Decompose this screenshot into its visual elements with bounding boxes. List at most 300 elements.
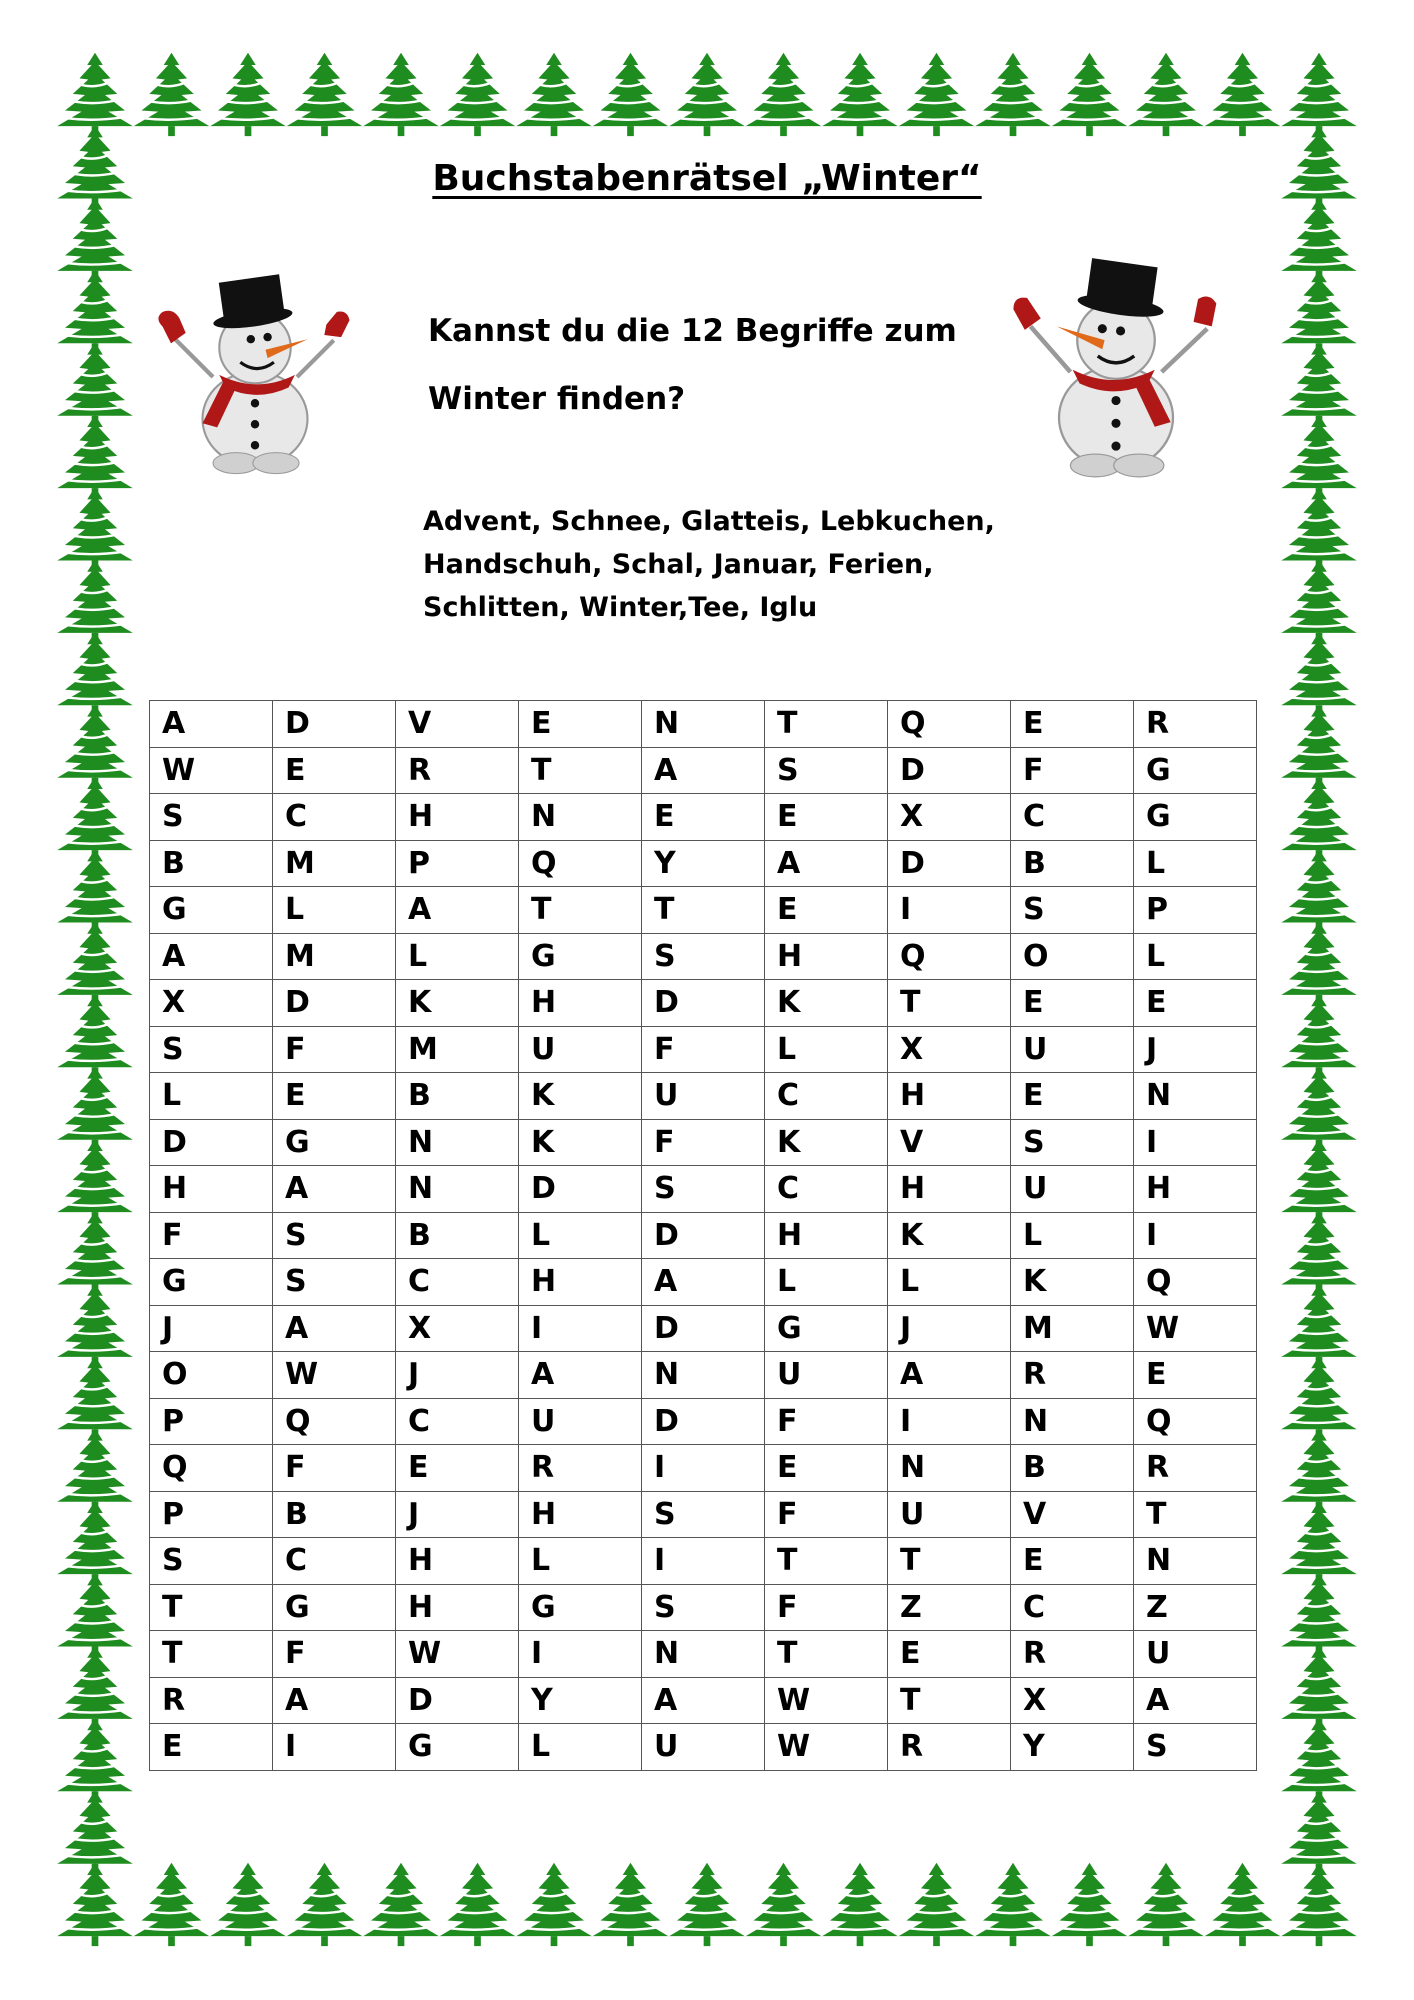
grid-cell: W [1134, 1305, 1257, 1352]
christmas-tree-icon [210, 1863, 286, 1946]
grid-cell: G [765, 1305, 888, 1352]
grid-cell: U [765, 1352, 888, 1399]
grid-cell: T [765, 1538, 888, 1585]
grid-cell: E [1011, 1538, 1134, 1585]
grid-cell: N [642, 701, 765, 748]
christmas-tree-icon [1281, 922, 1357, 1005]
christmas-tree-icon [1281, 1211, 1357, 1294]
christmas-tree-icon [975, 1863, 1051, 1946]
grid-cell: G [1134, 747, 1257, 794]
grid-cell: U [519, 1026, 642, 1073]
word-list-line: Schlitten, Winter,Tee, Iglu [423, 592, 818, 623]
christmas-tree-icon [1281, 342, 1357, 425]
christmas-tree-icon [57, 1646, 133, 1729]
grid-cell: V [396, 701, 519, 748]
grid-cell: H [519, 1259, 642, 1306]
snowman-icon [998, 258, 1234, 486]
grid-cell: D [642, 1305, 765, 1352]
grid-row [150, 794, 1257, 841]
grid-cell: Q [1134, 1398, 1257, 1445]
grid-cell: C [273, 1538, 396, 1585]
grid-cell: H [396, 1538, 519, 1585]
grid-cell: T [765, 1631, 888, 1678]
christmas-tree-icon [57, 1790, 133, 1873]
grid-cell: L [1134, 933, 1257, 980]
grid-cell: K [765, 980, 888, 1027]
grid-cell: B [396, 1073, 519, 1120]
christmas-tree-icon [669, 53, 745, 136]
christmas-tree-icon [1205, 1863, 1281, 1946]
grid-row [150, 747, 1257, 794]
grid-cell: I [1134, 1212, 1257, 1259]
grid-cell: E [1011, 1073, 1134, 1120]
grid-cell: P [396, 840, 519, 887]
grid-cell: J [396, 1352, 519, 1399]
grid-cell: R [1011, 1631, 1134, 1678]
grid-cell: A [642, 1677, 765, 1724]
question-line-2: Winter finden? [428, 381, 686, 417]
grid-cell: B [150, 840, 273, 887]
christmas-tree-icon [57, 1066, 133, 1149]
grid-cell: E [150, 1724, 273, 1771]
christmas-tree-icon [57, 1501, 133, 1584]
grid-cell: N [396, 1119, 519, 1166]
christmas-tree-icon [1281, 1501, 1357, 1584]
christmas-tree-icon [669, 1863, 745, 1946]
question-line-1: Kannst du die 12 Begriffe zum [428, 313, 957, 349]
grid-cell: L [1011, 1212, 1134, 1259]
grid-cell: Z [888, 1584, 1011, 1631]
grid-cell: G [150, 1259, 273, 1306]
grid-cell: T [888, 980, 1011, 1027]
christmas-tree-icon [57, 1284, 133, 1367]
grid-cell: U [642, 1073, 765, 1120]
grid-cell: H [765, 933, 888, 980]
grid-cell: R [888, 1724, 1011, 1771]
grid-cell: A [888, 1352, 1011, 1399]
grid-cell: C [765, 1073, 888, 1120]
grid-row [150, 1491, 1257, 1538]
christmas-tree-icon [899, 1863, 975, 1946]
grid-cell: U [642, 1724, 765, 1771]
christmas-tree-icon [1281, 487, 1357, 570]
christmas-tree-icon [287, 53, 363, 136]
christmas-tree-icon [593, 53, 669, 136]
christmas-tree-icon [57, 53, 133, 136]
christmas-tree-icon [57, 1211, 133, 1294]
christmas-tree-icon [57, 994, 133, 1077]
grid-cell: A [273, 1677, 396, 1724]
grid-cell: A [642, 1259, 765, 1306]
grid-row [150, 980, 1257, 1027]
grid-cell: S [1134, 1724, 1257, 1771]
grid-cell: K [888, 1212, 1011, 1259]
grid-cell: N [1134, 1073, 1257, 1120]
grid-row [150, 1119, 1257, 1166]
grid-cell: P [1134, 887, 1257, 934]
grid-cell: C [396, 1398, 519, 1445]
christmas-tree-icon [57, 270, 133, 353]
christmas-tree-icon [57, 487, 133, 570]
christmas-tree-icon [57, 342, 133, 425]
grid-cell: F [273, 1445, 396, 1492]
grid-cell: L [150, 1073, 273, 1120]
christmas-tree-icon [746, 1863, 822, 1946]
grid-cell: D [519, 1166, 642, 1213]
grid-cell: Q [888, 933, 1011, 980]
grid-cell: G [150, 887, 273, 934]
grid-cell: Q [150, 1445, 273, 1492]
christmas-tree-icon [1281, 1284, 1357, 1367]
grid-cell: C [1011, 1584, 1134, 1631]
christmas-tree-icon [57, 849, 133, 932]
christmas-tree-icon [1281, 777, 1357, 860]
christmas-tree-icon [1281, 415, 1357, 498]
grid-cell: G [273, 1119, 396, 1166]
grid-cell: I [888, 1398, 1011, 1445]
christmas-tree-icon [1281, 1863, 1357, 1946]
grid-cell: T [150, 1631, 273, 1678]
christmas-tree-icon [57, 922, 133, 1005]
grid-row [150, 1073, 1257, 1120]
grid-cell: U [888, 1491, 1011, 1538]
grid-cell: V [888, 1119, 1011, 1166]
grid-cell: G [396, 1724, 519, 1771]
christmas-tree-icon [1281, 849, 1357, 932]
grid-cell: E [888, 1631, 1011, 1678]
grid-cell: H [1134, 1166, 1257, 1213]
grid-cell: L [519, 1538, 642, 1585]
grid-row [150, 1352, 1257, 1399]
grid-cell: N [519, 794, 642, 841]
grid-cell: W [765, 1724, 888, 1771]
grid-cell: U [519, 1398, 642, 1445]
grid-cell: I [519, 1305, 642, 1352]
christmas-tree-icon [975, 53, 1051, 136]
grid-cell: E [1011, 701, 1134, 748]
grid-cell: U [1134, 1631, 1257, 1678]
grid-cell: R [1134, 701, 1257, 748]
grid-cell: B [1011, 1445, 1134, 1492]
grid-cell: D [642, 1398, 765, 1445]
grid-cell: F [765, 1584, 888, 1631]
grid-row [150, 887, 1257, 934]
grid-cell: C [396, 1259, 519, 1306]
grid-row [150, 933, 1257, 980]
grid-cell: S [765, 747, 888, 794]
grid-row [150, 1584, 1257, 1631]
grid-cell: E [765, 1445, 888, 1492]
grid-cell: L [273, 887, 396, 934]
grid-row [150, 1305, 1257, 1352]
christmas-tree-icon [57, 560, 133, 643]
grid-cell: S [150, 1026, 273, 1073]
grid-cell: J [150, 1305, 273, 1352]
grid-cell: H [519, 1491, 642, 1538]
christmas-tree-icon [287, 1863, 363, 1946]
grid-cell: R [519, 1445, 642, 1492]
grid-cell: N [642, 1352, 765, 1399]
page-title: Buchstabenrätsel „Winter“ [432, 158, 982, 199]
christmas-tree-icon [363, 53, 439, 136]
grid-cell: A [273, 1166, 396, 1213]
christmas-tree-icon [1281, 1139, 1357, 1222]
grid-cell: I [273, 1724, 396, 1771]
christmas-tree-icon [1281, 560, 1357, 643]
grid-cell: Q [1134, 1259, 1257, 1306]
grid-cell: Z [1134, 1584, 1257, 1631]
christmas-tree-icon [1281, 994, 1357, 1077]
grid-cell: B [1011, 840, 1134, 887]
christmas-tree-icon [1128, 1863, 1204, 1946]
christmas-tree-icon [57, 1428, 133, 1511]
grid-cell: M [273, 933, 396, 980]
grid-cell: T [765, 701, 888, 748]
christmas-tree-icon [1281, 1646, 1357, 1729]
christmas-tree-icon [57, 415, 133, 498]
grid-cell: R [396, 747, 519, 794]
grid-cell: K [1011, 1259, 1134, 1306]
grid-cell: D [273, 701, 396, 748]
grid-cell: I [519, 1631, 642, 1678]
grid-cell: A [150, 701, 273, 748]
christmas-tree-icon [440, 1863, 516, 1946]
grid-cell: D [396, 1677, 519, 1724]
grid-cell: C [765, 1166, 888, 1213]
grid-cell: U [1011, 1026, 1134, 1073]
grid-cell: L [765, 1259, 888, 1306]
grid-cell: R [1134, 1445, 1257, 1492]
grid-cell: X [396, 1305, 519, 1352]
christmas-tree-icon [1205, 53, 1281, 136]
grid-cell: N [642, 1631, 765, 1678]
grid-cell: I [888, 887, 1011, 934]
christmas-tree-icon [57, 1356, 133, 1439]
grid-cell: S [1011, 887, 1134, 934]
grid-cell: F [150, 1212, 273, 1259]
grid-cell: N [1134, 1538, 1257, 1585]
grid-cell: W [396, 1631, 519, 1678]
grid-cell: E [273, 1073, 396, 1120]
grid-cell: Q [519, 840, 642, 887]
grid-cell: J [1134, 1026, 1257, 1073]
grid-cell: H [519, 980, 642, 1027]
christmas-tree-icon [899, 53, 975, 136]
grid-cell: T [888, 1677, 1011, 1724]
grid-cell: B [273, 1491, 396, 1538]
grid-cell: H [150, 1166, 273, 1213]
grid-cell: F [273, 1026, 396, 1073]
christmas-tree-icon [1281, 198, 1357, 281]
christmas-tree-icon [57, 198, 133, 281]
grid-cell: U [1011, 1166, 1134, 1213]
grid-cell: E [642, 794, 765, 841]
christmas-tree-icon [1052, 53, 1128, 136]
grid-cell: K [519, 1073, 642, 1120]
grid-cell: K [396, 980, 519, 1027]
christmas-tree-icon [134, 53, 210, 136]
grid-cell: T [1134, 1491, 1257, 1538]
grid-cell: W [765, 1677, 888, 1724]
grid-cell: S [273, 1212, 396, 1259]
grid-cell: A [642, 747, 765, 794]
christmas-tree-icon [1281, 1066, 1357, 1149]
grid-cell: D [888, 747, 1011, 794]
grid-cell: E [273, 747, 396, 794]
grid-cell: W [150, 747, 273, 794]
grid-cell: L [1134, 840, 1257, 887]
grid-cell: D [273, 980, 396, 1027]
grid-cell: K [519, 1119, 642, 1166]
christmas-tree-icon [57, 1718, 133, 1801]
christmas-tree-icon [1281, 1790, 1357, 1873]
grid-row [150, 1631, 1257, 1678]
grid-cell: B [396, 1212, 519, 1259]
grid-cell: G [519, 1584, 642, 1631]
grid-cell: M [1011, 1305, 1134, 1352]
grid-cell: T [150, 1584, 273, 1631]
grid-cell: F [642, 1026, 765, 1073]
grid-row [150, 1677, 1257, 1724]
grid-cell: L [519, 1724, 642, 1771]
grid-cell: C [273, 794, 396, 841]
grid-cell: Y [1011, 1724, 1134, 1771]
grid-cell: H [765, 1212, 888, 1259]
grid-cell: P [150, 1491, 273, 1538]
grid-row [150, 1445, 1257, 1492]
letter-grid [149, 700, 1257, 1771]
christmas-tree-icon [57, 1573, 133, 1656]
grid-cell: O [1011, 933, 1134, 980]
christmas-tree-icon [1281, 1428, 1357, 1511]
grid-cell: H [396, 794, 519, 841]
grid-row [150, 1398, 1257, 1445]
christmas-tree-icon [440, 53, 516, 136]
grid-cell: A [765, 840, 888, 887]
grid-cell: L [765, 1026, 888, 1073]
christmas-tree-icon [1281, 1356, 1357, 1439]
grid-row [150, 1259, 1257, 1306]
grid-cell: G [273, 1584, 396, 1631]
christmas-tree-icon [1281, 1718, 1357, 1801]
grid-cell: N [1011, 1398, 1134, 1445]
word-list [423, 500, 995, 629]
christmas-tree-icon [1281, 53, 1357, 136]
grid-cell: J [396, 1491, 519, 1538]
christmas-tree-icon [1281, 632, 1357, 715]
grid-cell: A [1134, 1677, 1257, 1724]
christmas-tree-icon [516, 1863, 592, 1946]
grid-cell: A [396, 887, 519, 934]
grid-cell: F [642, 1119, 765, 1166]
grid-cell: H [888, 1166, 1011, 1213]
grid-cell: A [273, 1305, 396, 1352]
grid-cell: M [273, 840, 396, 887]
grid-cell: F [765, 1491, 888, 1538]
grid-cell: N [888, 1445, 1011, 1492]
grid-cell: K [765, 1119, 888, 1166]
christmas-tree-icon [57, 777, 133, 860]
grid-row [150, 701, 1257, 748]
grid-cell: S [642, 1166, 765, 1213]
grid-cell: E [765, 887, 888, 934]
grid-cell: F [273, 1631, 396, 1678]
christmas-tree-icon [57, 632, 133, 715]
grid-cell: G [1134, 794, 1257, 841]
grid-cell: L [519, 1212, 642, 1259]
grid-cell: W [273, 1352, 396, 1399]
grid-cell: Q [888, 701, 1011, 748]
grid-cell: E [1134, 980, 1257, 1027]
grid-cell: S [642, 933, 765, 980]
grid-cell: X [888, 1026, 1011, 1073]
christmas-tree-icon [822, 53, 898, 136]
christmas-tree-icon [1128, 53, 1204, 136]
grid-row [150, 1212, 1257, 1259]
grid-cell: T [519, 747, 642, 794]
grid-cell: R [1011, 1352, 1134, 1399]
christmas-tree-icon [134, 1863, 210, 1946]
grid-cell: I [642, 1445, 765, 1492]
grid-row [150, 1026, 1257, 1073]
grid-cell: O [150, 1352, 273, 1399]
grid-cell: R [150, 1677, 273, 1724]
grid-cell: H [396, 1584, 519, 1631]
grid-cell: T [519, 887, 642, 934]
grid-cell: D [888, 840, 1011, 887]
grid-cell: S [642, 1584, 765, 1631]
grid-cell: L [396, 933, 519, 980]
grid-cell: E [396, 1445, 519, 1492]
grid-cell: X [150, 980, 273, 1027]
grid-cell: I [642, 1538, 765, 1585]
grid-cell: Q [273, 1398, 396, 1445]
grid-cell: S [642, 1491, 765, 1538]
grid-cell: H [888, 1073, 1011, 1120]
grid-cell: F [765, 1398, 888, 1445]
grid-cell: I [1134, 1119, 1257, 1166]
grid-cell: J [888, 1305, 1011, 1352]
christmas-tree-icon [57, 704, 133, 787]
grid-cell: E [1134, 1352, 1257, 1399]
grid-cell: D [642, 980, 765, 1027]
christmas-tree-icon [593, 1863, 669, 1946]
grid-cell: S [1011, 1119, 1134, 1166]
grid-cell: E [1011, 980, 1134, 1027]
grid-row [150, 840, 1257, 887]
grid-cell: T [642, 887, 765, 934]
grid-cell: P [150, 1398, 273, 1445]
grid-row [150, 1724, 1257, 1771]
grid-row [150, 1166, 1257, 1213]
grid-cell: C [1011, 794, 1134, 841]
word-list-line: Handschuh, Schal, Januar, Ferien, [423, 549, 934, 580]
grid-cell: E [519, 701, 642, 748]
christmas-tree-icon [822, 1863, 898, 1946]
grid-cell: S [150, 1538, 273, 1585]
christmas-tree-icon [746, 53, 822, 136]
grid-cell: Y [519, 1677, 642, 1724]
grid-cell: X [1011, 1677, 1134, 1724]
grid-cell: T [888, 1538, 1011, 1585]
grid-cell: S [150, 794, 273, 841]
snowman-icon [150, 272, 360, 482]
christmas-tree-icon [1281, 704, 1357, 787]
grid-cell: D [150, 1119, 273, 1166]
christmas-tree-icon [1281, 1573, 1357, 1656]
grid-cell: N [396, 1166, 519, 1213]
grid-cell: V [1011, 1491, 1134, 1538]
